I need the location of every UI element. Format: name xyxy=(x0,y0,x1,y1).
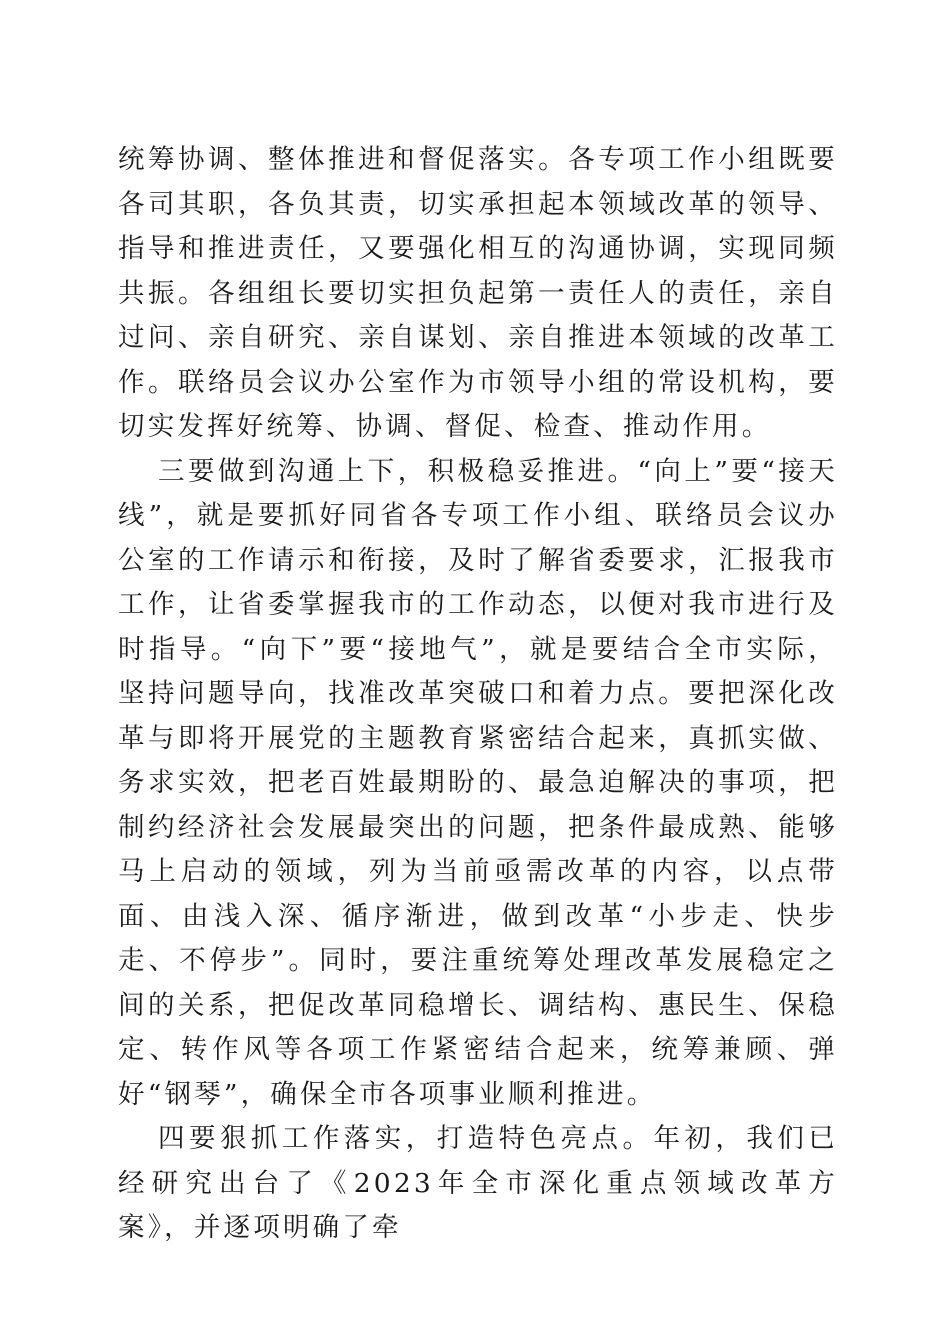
paragraph-point-three: 三要做到沟通上下，积极稳妥推进。“向上”要“接天线”，就是要抓好同省各专项工作小组、联络员会议办公室的工作请示和衔接，及时了解省委要求，汇报我市工作，让省委掌握我市的工作动态，以便对我市进行及时指导。“向下”要“接地气”，就是要结合全市实际，坚持问题导向，找准改革突破口和着力点。要把深化改革与即将开展党的主题教育紧密结合起来，真抓实做、务求实效，把老百姓最期盼的、最急迫解决的事项，把制约经济社会发展最突出的问题，把条件最成熟、能够马上启动的领域，列为当前亟需改革的内容，以点带面、由浅入深、循序渐进，做到改革“小步走、快步走、不停步”。同时，要注重统筹处理改革发展稳定之间的关系，把促改革同稳增长、调结构、惠民生、保稳定、转作风等各项工作紧密结合起来，统筹兼顾、弹好“钢琴”，确保全市各项事业顺利推进。 xyxy=(118,455,838,1110)
document-body xyxy=(118,138,838,1251)
paragraph-continuation: 统筹协调、整体推进和督促落实。各专项工作小组既要各司其职，各负其责，切实承担起本领域改革的领导、指导和推进责任，又要强化相互的沟通协调，实现同频共振。各组组长要切实担负起第一责任人的责任，亲自过问、亲自研究、亲自谋划、亲自推进本领域的改革工作。联络员会议办公室作为市领导小组的常设机构，要切实发挥好统筹、协调、督促、检查、推动作用。 xyxy=(118,144,838,442)
paragraph-point-four: 四要狠抓工作落实，打造特色亮点。年初，我们已经研究出台了《2023年全市深化重点领域改革方案》，并逐项明确了牵 xyxy=(118,1123,838,1243)
